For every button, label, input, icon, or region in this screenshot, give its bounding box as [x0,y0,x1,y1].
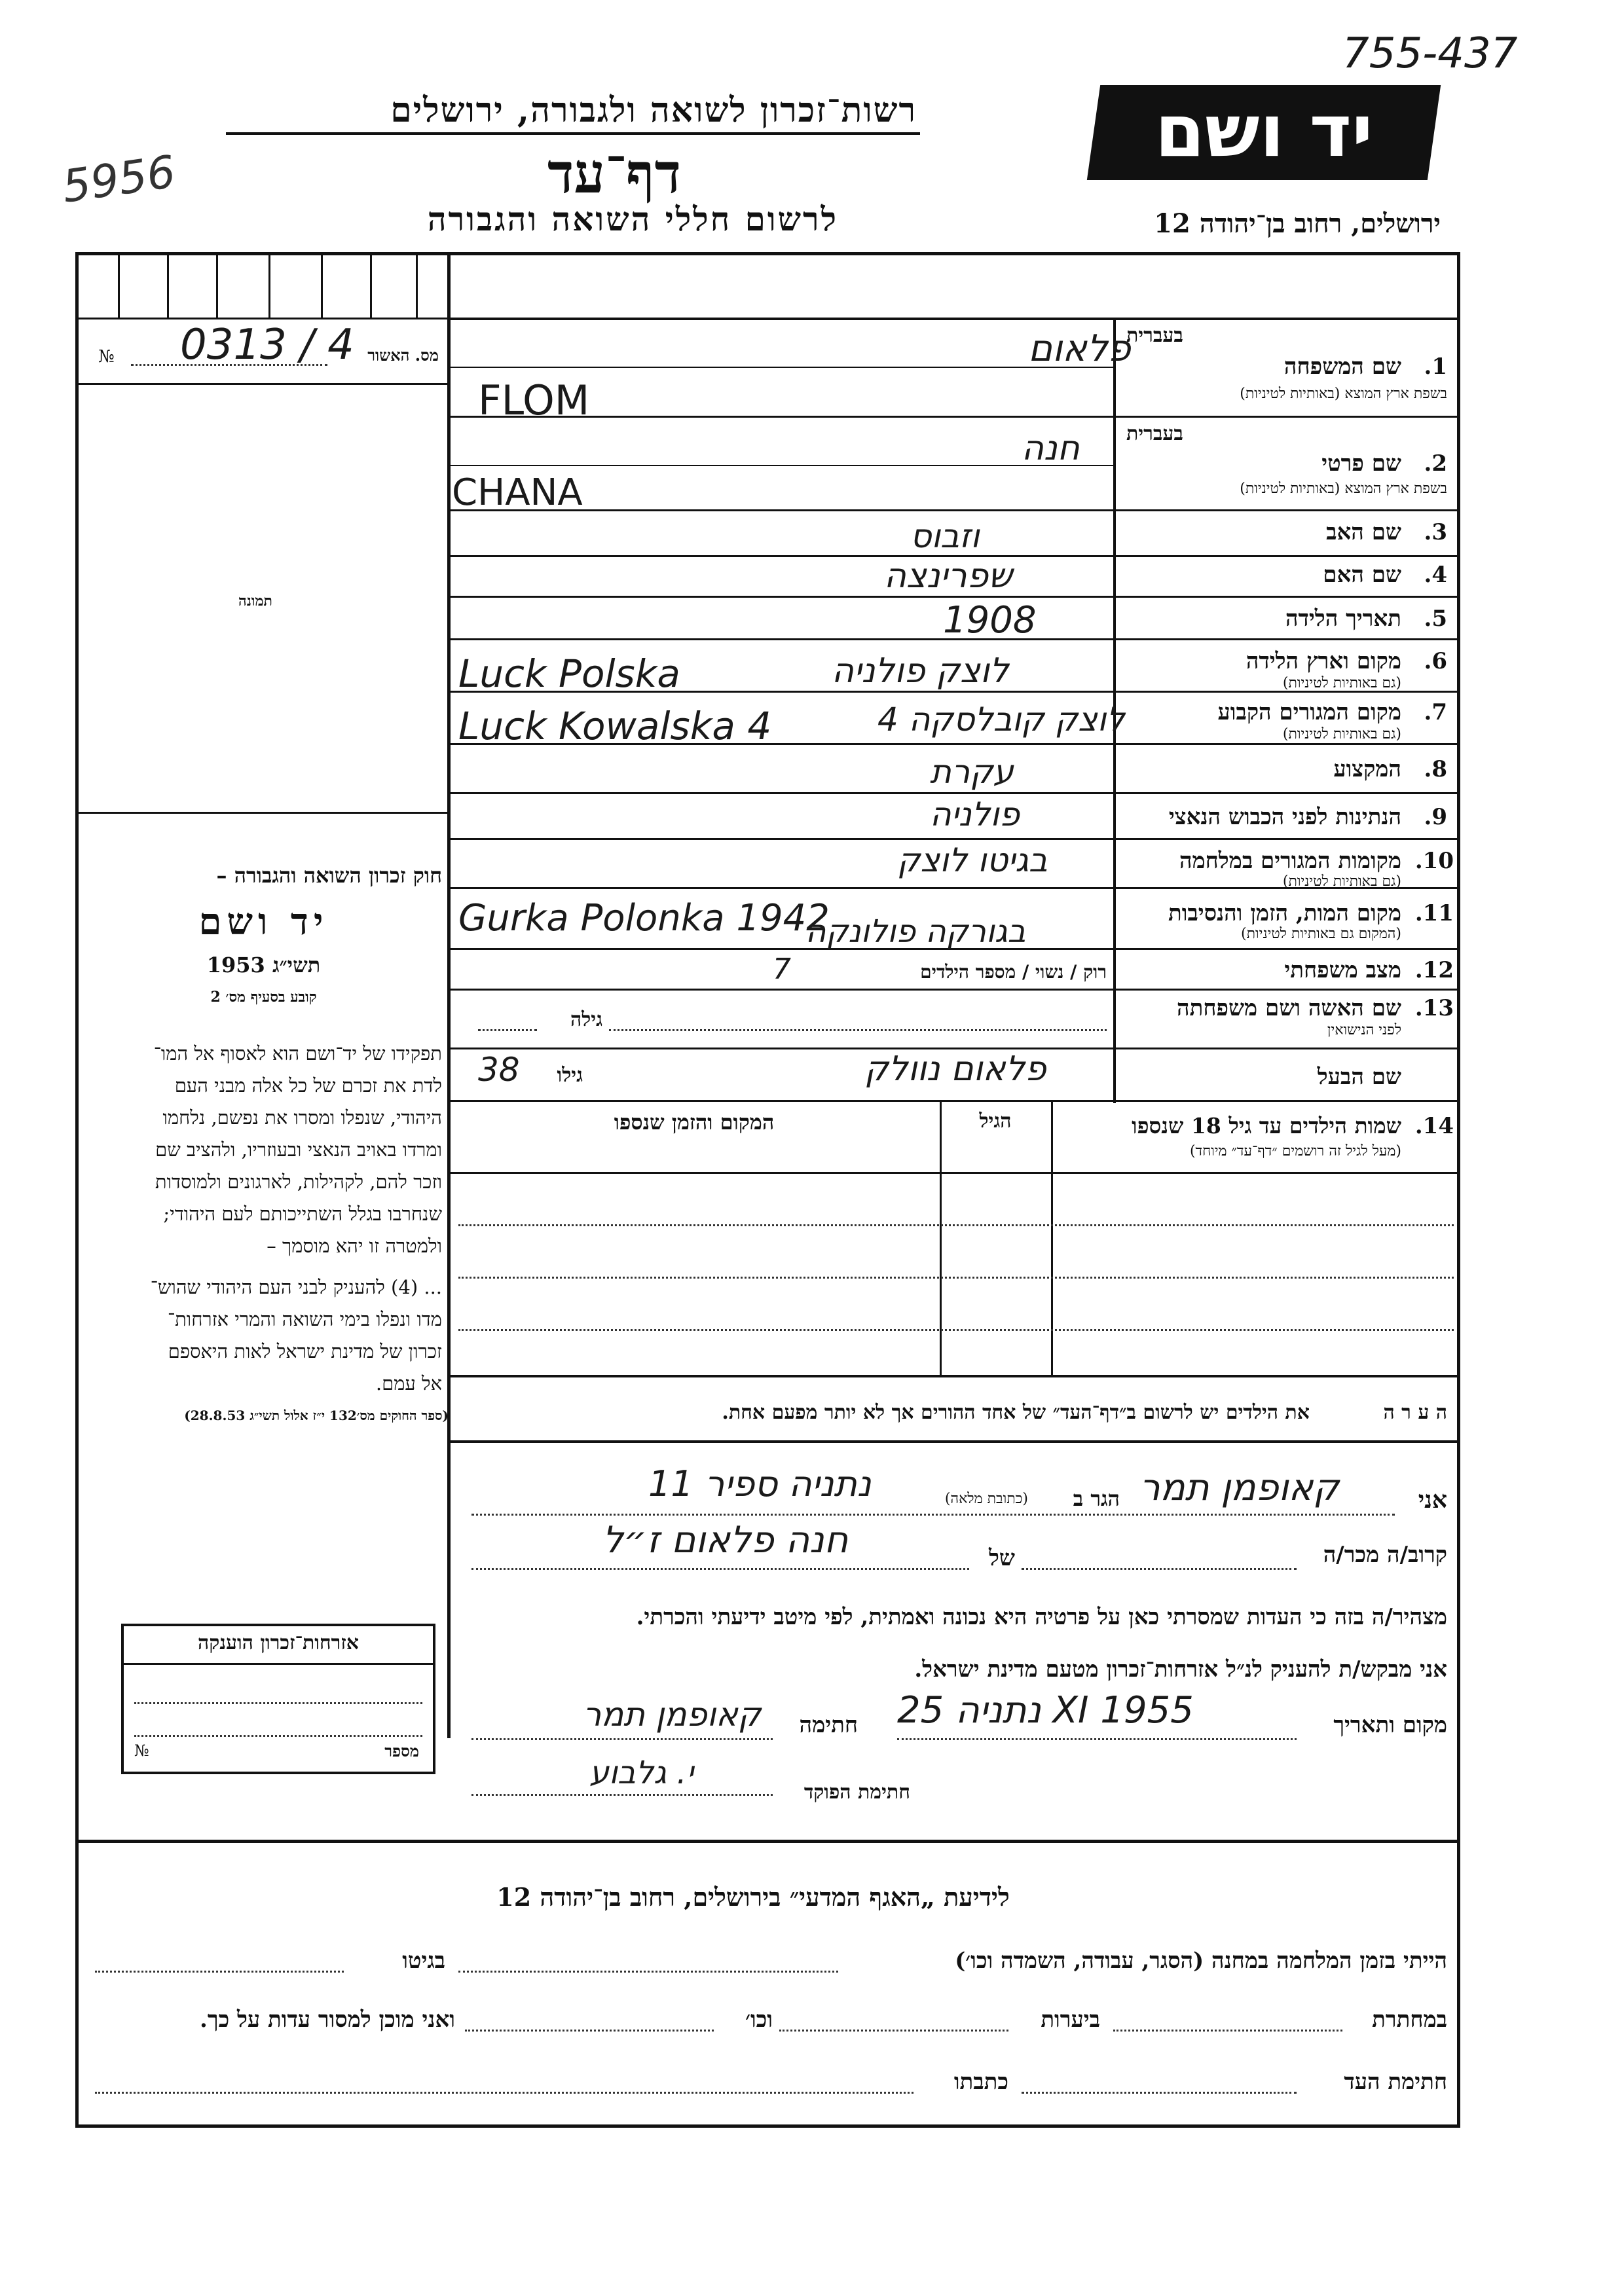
law-year: תשי״ג 1953 [206,953,321,977]
f9-label: הנתינות לפני הכבוש הנאצי [1168,804,1401,830]
authority-line: רשות־זכרון לשואה ולגבורה, ירושלים [390,90,917,130]
note-label: ה ע ר ה [1383,1401,1447,1424]
f11-hebrew-value: בגורקה פולונקה [805,913,1026,950]
f14-label: שמות הילדים עד גיל 18 שנספו [1132,1113,1401,1139]
footer-line2-underground: במחתרת [1372,2007,1447,2033]
f11-label: מקום המות, הזמן והנסיבות [1168,900,1401,926]
f1-label: שם המשפחה [1283,354,1401,380]
f10-sub: (גם באותיות לטיניות) [1282,873,1401,890]
law-line: היהודי, שנפלו ומסרו את נפשם, נלחמו [162,1106,442,1129]
reg-label: מס. האשור [367,346,439,365]
law-title: חוק זכרון השואה והגבורה – [216,863,442,888]
footer-line3-address: כתבתו [953,2069,1008,2095]
husband-value: פלאום נוולק [864,1049,1046,1089]
law-line: שנחרבו בגלל השתייכותם לעם היהודי; [163,1203,442,1225]
f1-tag: בעברית [1126,324,1183,347]
f3-num: 3. [1424,519,1447,545]
f14-num: 14. [1414,1113,1454,1139]
f2-label: שם פרטי [1321,450,1401,477]
f13-sub: לפני הנישואין [1327,1022,1401,1038]
stamp-number: 755-437 [1342,29,1518,78]
f10-value: בגיטו לוצק [897,841,1048,879]
law-line: אל עמם. [375,1372,442,1394]
f3-label: שם האב [1326,519,1401,545]
decl-declare-line: מצהיר/ה בזה כי העדות שמסרתי כאן על פרטיה היא נכונה ואמתית, לפי מיטב ידיעתי והכרתי. [636,1604,1447,1630]
law-line: זכרון של מדינת ישראל לאות היאספם [168,1340,442,1362]
f12-options: רוק / נשוי / מספר הילדים [920,961,1107,983]
citizenship-title: אזרחות־זכרון הוענקה [197,1631,360,1654]
f12-num: 12. [1414,957,1454,983]
footer-line1-camp: הייתי בזמן המלחמה במחנה (הסגר, עבודה, השמדה וכו׳) [955,1948,1447,1974]
f4-num: 4. [1424,562,1447,588]
f6-num: 6. [1424,648,1447,674]
f12-value: 7 [773,953,791,986]
law-line: ... (4) להעניק לבני העם היהודי שהוש־ [150,1276,442,1298]
husband-label: שם הבעל [1317,1064,1401,1090]
f11-sub: (המקום גם באותיות לטיניות) [1241,926,1401,942]
f7-label: מקום המגורים הקבוע [1217,699,1401,725]
f2-latin-value: CHANA [452,471,583,514]
f1-hebrew-value: פלאום [1028,327,1131,370]
reg-no-symbol: № [98,347,115,367]
footer-line2-forests: ביערות [1041,2007,1100,2033]
f11-latin-value: Gurka Polonka 1942 [458,897,830,939]
f13-label: שם האשה ושם משפחתה [1177,995,1401,1021]
f8-label: המקצוע [1333,756,1401,782]
footer-line1-ghetto: בגיטו [402,1948,445,1974]
decl-address-value: נתניה ספיר 11 [648,1463,872,1504]
f10-label: מקומות המגורים במלחמה [1179,848,1401,874]
address: ירושלים, רחוב בן־יהודה 12 [1154,208,1441,239]
f9-num: 9. [1424,804,1447,830]
f1-num: 1. [1424,354,1447,380]
f11-num: 11. [1414,900,1454,926]
decl-i-value: קאופמן תמר [1139,1467,1339,1509]
f2-sub: בשפת ארץ המוצא (באותיות לטיניות) [1240,481,1447,497]
reg-number: 0313 / 4 [180,321,354,369]
f12-label: מצב משפחתי [1284,957,1401,983]
f1-sub: בשפת ארץ המוצא (באותיות לטיניות) [1240,386,1447,402]
f7-num: 7. [1424,699,1447,725]
decl-resides: הגר ב [1073,1486,1120,1511]
decl-of-value: חנה פלאום ז״ל [602,1519,849,1561]
logo-text: יד ושם [1154,89,1373,173]
form-title: דף־עד [547,141,681,206]
citizenship-number-label: מספר [384,1741,419,1760]
decl-relative-label: קרוב/ה מכר/ה [1323,1542,1447,1568]
footer-notice: לידיעת „האגף המדעי״ בירושלים, רחוב בן־יהודה 12 [496,1882,1010,1912]
footer-line2-etc: וכו׳ [745,2007,773,2033]
decl-signature-value: קאופמן תמר [583,1696,762,1734]
law-line: לדת את זכרם של כל אלה מבני העם [174,1074,442,1097]
f14-sub: (מעל לגיל זה רושמים ״דף־עד״ מיוחד) [1189,1143,1401,1159]
decl-officer-value: י. גלבוע [589,1755,694,1791]
f2-tag: בעברית [1126,422,1183,445]
f5-label: תאריך הלידה [1285,606,1401,632]
f1-latin-value: FLOM [478,376,590,424]
f7-hebrew-value: לוצק קובלסקה 4 [877,701,1125,738]
decl-signature-label: חתימה [799,1712,858,1738]
decl-request-line: אני מבקש/ת להעניק לנ״ל אזרחות־זכרון מטעם מדינת ישראל. [914,1656,1447,1683]
f10-num: 10. [1414,848,1454,874]
footer-line2-ready: ואני מוכן למסור עדות על כך. [200,2007,455,2033]
law-line: מדו ונפלו בימי השואה והמרי אזרחות־ [167,1308,442,1330]
f14-place-col: המקום והזמן שנספו [614,1110,775,1135]
f2-num: 2. [1424,450,1447,477]
f13-num: 13. [1414,995,1454,1021]
f6-label: מקום וארץ הלידה [1246,648,1401,674]
f4-value: שפרינצה [884,556,1012,596]
law-line: וזכר להם, לקהילות, לארגונים ולמוסדות [155,1171,442,1193]
f6-hebrew-value: לוצק פולניה [832,651,1009,691]
f6-latin-value: Luck Polska [458,651,680,696]
f7-sub: (גם באותיות לטיניות) [1282,726,1401,742]
f13-age-label: גילה [570,1008,602,1031]
f8-num: 8. [1424,756,1447,782]
f2-hebrew-value: חנה [1022,429,1080,468]
footer-line3-witness: חתימת העד [1344,2069,1447,2095]
f5-value: 1908 [943,599,1037,642]
husband-age-label: גילו [557,1064,583,1087]
law-line: תפקידו של יד־ושם הוא לאסוף אל המו־ [153,1042,442,1065]
law-body [82,1038,442,1400]
form-subtitle: לרשום חללי השואה והגבורה [427,200,838,238]
f3-value: וזבוס [910,517,980,555]
law-source: (ספר החוקים מס׳132 י״ז אלול תשי״ג 28.8.53) [184,1408,449,1423]
citizenship-no-symbol: № [134,1741,149,1760]
decl-place-date-label: מקום ותאריך [1333,1712,1447,1738]
decl-address-hint: (כתובת מלאה) [944,1491,1028,1507]
decl-place-date-value: נתניה 25 XI 1955 [897,1689,1194,1732]
law-clause: קובע בסעיף מס׳ 2 [210,989,317,1006]
note-text: את הילדים יש לרשום ב״דף־העד״ של אחד ההורים אך לא יותר מפעם אחת. [722,1401,1310,1424]
decl-of-label: של [989,1545,1015,1571]
f6-sub: (גם באותיות לטיניות) [1282,675,1401,691]
decl-officer-label: חתימת הפוקד [803,1781,910,1804]
f7-latin-value: Luck Kowalska 4 [458,704,772,748]
law-line: ולמטרה זו יהא מוסמך – [267,1235,442,1257]
f14-age-col: הגיל [979,1110,1012,1133]
f4-label: שם האם [1323,562,1401,588]
f9-value: פולניה [930,795,1020,833]
law-name: יד ושם [198,900,329,943]
law-line: ומרדו באויב הנאצי ובעוזריו, ולהציב שם [155,1139,442,1161]
f5-num: 5. [1424,606,1447,632]
decl-i-label: אני [1418,1486,1447,1514]
photo-label: תמונה [238,592,272,610]
f8-value: עקרת [930,753,1014,791]
side-number: 5956 [59,146,179,213]
husband-age: 38 [478,1051,520,1089]
